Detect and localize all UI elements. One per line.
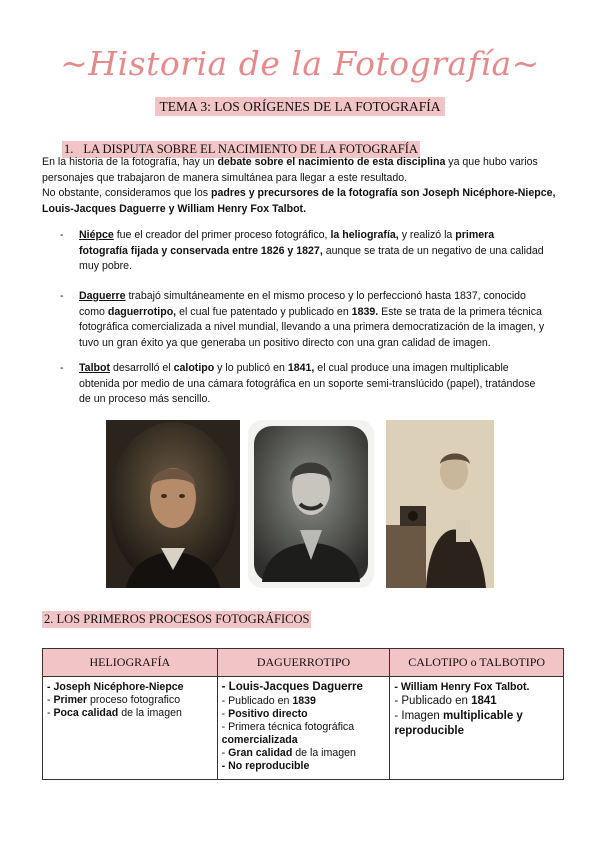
column-header-calotipo: CALOTIPO o TALBOTIPO: [390, 649, 564, 677]
portrait-talbot: [386, 420, 494, 588]
bullet-text: Este se trata de la primera técnica fotográfica comercializada a nivel mundial, llevando a una primera democratización de la imagen, y tuvo un gran éxito ya que generaba un positivo directo con una gran calidad de imagen.: [79, 305, 545, 349]
table-header-row: [43, 649, 564, 677]
intro-bold: padres y precursores de la fotografía son Joseph Nicéphore-Niepce, Louis-Jacques Daguerre y William Henry Fox Talbot.: [42, 187, 556, 215]
portrait-niepce: [106, 420, 240, 588]
intro-text: No obstante, consideramos que los: [42, 187, 212, 199]
bullet-bold: 1841,: [287, 362, 315, 374]
cell-line: - No reproducible: [221, 760, 310, 772]
bullet-text: trabajó simultáneamente en el mismo proceso y lo perfeccionó hasta 1837, conocido como: [79, 290, 526, 318]
bullet-name: Talbot: [79, 362, 110, 374]
cell-line: - Louis-Jacques Daguerre: [221, 681, 363, 693]
portrait-photos: [0, 418, 600, 588]
intro-paragraph: [42, 155, 562, 217]
cell-line: - Primer proceso fotografico: [47, 694, 181, 706]
bullet-bold: la heliografía,: [330, 229, 399, 241]
bullet-text: fue el creador del primer proceso fotográfico,: [113, 229, 331, 241]
cell-line: comercializada: [221, 734, 298, 746]
bullet-bold: daguerrotipo,: [107, 305, 177, 318]
cell-calotipo: [390, 677, 564, 780]
bullet-name: Niépce: [79, 229, 114, 241]
section2-heading: 2. LOS PRIMEROS PROCESOS FOTOGRÁFICOS: [44, 612, 310, 626]
bullet-text: el cual fue patentado y publicado en: [176, 305, 352, 318]
cell-daguerrotipo: [217, 677, 390, 780]
cell-line: - Gran calidad de la imagen: [221, 747, 356, 759]
bullet-name: Daguerre: [79, 290, 126, 302]
bullet-text: el cual produce una imagen multiplicable obtenida por medio de una cámara fotográfica en un soporte semi-translúcido (papel), tratándose de un proceso más sencillo.: [79, 362, 536, 405]
cell-line: - Primera técnica fotográfica: [221, 721, 355, 733]
section1-heading-text: LA DISPUTA SOBRE EL NACIMIENTO DE LA FOTOGRAFÍA: [83, 142, 418, 156]
bullet-bold: calotipo: [173, 362, 215, 374]
bullet-bold: primera fotografía fijada y conservada entre 1826 y 1827,: [79, 229, 495, 257]
bullet-daguerre: - Daguerre trabajó simultáneamente en el mismo proceso y lo perfeccionó hasta 1837, conocido como daguerrotipo, el cual fue patentado y publicado en 1839. Este se trata de la primera técnica fotográfica comercializada a nivel mundial, llevando a una primera democratización de la imagen, y tuvo un gran éxito ya que generaba un positivo directo con una gran calidad de imagen.: [60, 290, 545, 349]
cell-heliografia: [43, 677, 218, 780]
bullet-text: desarrolló el: [110, 362, 174, 374]
section1-number: 1.: [64, 142, 74, 156]
cell-line: - Joseph Nicéphore-Niepce: [47, 681, 184, 693]
intro-text: En la historia de la fotografía, hay un: [42, 156, 218, 168]
cell-line: - Poca calidad de la imagen: [47, 707, 182, 719]
portrait-daguerre: [248, 420, 374, 588]
cell-line: - William Henry Fox Talbot.: [394, 681, 530, 693]
processes-table: [42, 648, 564, 780]
bullet-niepce: - Niépce fue el creador del primer proceso fotográfico, la heliografía, y realizó la primera fotografía fijada y conservada entre 1826 y 1827, aunque se trata de un negativo de una calidad muy pobre.: [60, 229, 544, 272]
document-title: ~Historia de la Fotografía~: [60, 44, 540, 83]
table-row: [43, 677, 564, 780]
tema-heading: TEMA 3: LOS ORÍGENES DE LA FOTOGRAFÍA: [155, 97, 444, 116]
column-header-heliografia: HELIOGRAFÍA: [43, 649, 218, 677]
cell-line: - Imagen multiplicable y: [394, 710, 523, 722]
bullet-bold: 1839.: [351, 305, 379, 318]
cell-line: - Positivo directo: [221, 708, 308, 720]
intro-bold: debate sobre el nacimiento de esta disciplina: [217, 156, 446, 168]
cell-line: - Publicado en 1839: [221, 695, 316, 707]
bullet-talbot: - Talbot desarrolló el calotipo y lo publicó en 1841, el cual produce una imagen multiplicable obtenida por medio de una cámara fotográfica en un soporte semi-translúcido (papel), tratándose de un proceso más sencillo.: [60, 362, 536, 405]
cell-line: - Publicado en 1841: [394, 695, 497, 707]
bullet-text: aunque se trata de un negativo de una calidad muy pobre.: [79, 244, 544, 272]
bullet-text: y realizó la: [398, 229, 456, 241]
intro-text: ya que hubo varios personajes que trabajaron de manera simultánea para llegar a este resultado.: [42, 156, 538, 184]
bullet-text: y lo publicó en: [214, 362, 288, 374]
column-header-daguerrotipo: DAGUERROTIPO: [217, 649, 390, 677]
cell-line: reproducible: [394, 725, 465, 737]
